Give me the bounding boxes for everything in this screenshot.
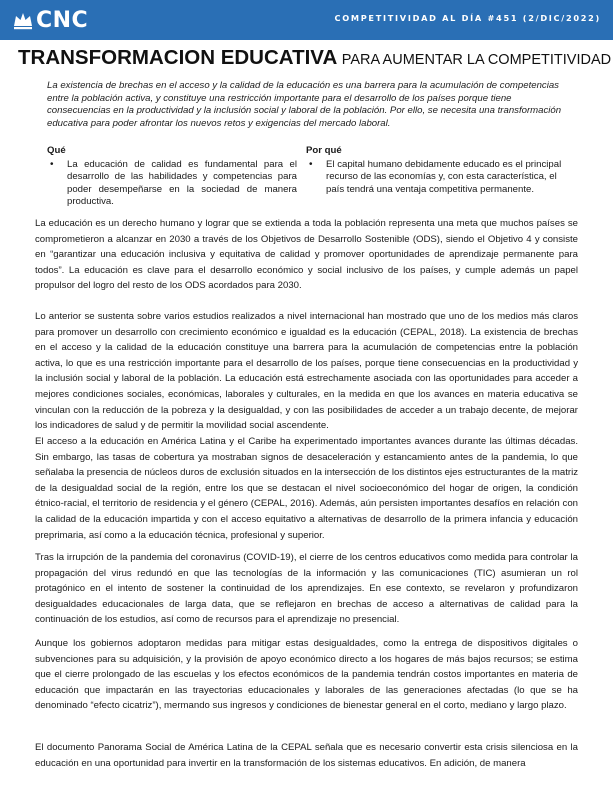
por-que-heading: Por qué: [306, 145, 342, 156]
page-title: [18, 46, 612, 70]
body-paragraph: El documento Panorama Social de América Latina de la CEPAL señala que es necesario convertir esta crisis silenciosa en la educación en una oportunidad para invertir en la transformación de los sistemas educativos. En adición, de manera: [35, 742, 578, 769]
que-heading: Qué: [47, 145, 66, 156]
body-paragraph: El acceso a la educación en América Latina y el Caribe ha experimentado importantes avances durante las últimas décadas. Sin embargo, las tasas de cobertura ya mostraban signos de desaceleración y estancamiento antes de la pandemia, lo que señalaba la presencia de núcleos duros de exclusión situados en la intersección de los distintos ejes estructurantes de la matriz de la desigualdad social de la región, entre los que se destacan el nivel socioeconómico del hogar de origen, la condición étnico-racial, el territorio de residencia y el género (CEPAL, 2016). Además, aún persisten importantes desafíos en relación con la calidad de la educación impartida y con el acceso equitativo a alternativas de desarrollo de la primera infancia y educación preprimaria, así como a la educación técnica, profesional y superior.: [35, 436, 578, 541]
crown-icon: [12, 9, 34, 31]
bullet-icon: •: [50, 158, 54, 170]
que-bullet: [47, 159, 297, 209]
por-que-section: [306, 145, 568, 196]
bullet-icon: •: [309, 158, 313, 170]
por-que-bullet: [306, 159, 568, 197]
logo-text: CNC: [36, 7, 89, 33]
body-paragraph: La educación es un derecho humano y lograr que se extienda a toda la población representa una meta que muchos países se comprometieron a alcanzar en 2030 a través de los Objetivos de Desarrollo Sostenible (ODS), siendo el Objetivo 4 y consiste en “garantizar una educación inclusiva y equitativa de calidad y promover oportunidades de aprendizaje permanente para todos”. La educación es clave para el desarrollo económico y social inclusivo de los países, y cumple además un papel propulsor del logro del resto de los ODS acordados para 2030.: [35, 218, 578, 292]
title-main: TRANSFORMACION EDUCATIVA: [18, 46, 338, 69]
title-sub: PARA AUMENTAR LA COMPETITIVIDAD: [341, 52, 612, 68]
intro-paragraph: La existencia de brechas en el acceso y la calidad de la educación es una barrera para la acumulación de competencias entre la población activa, y constituye una restricción importante para el desarrollo de los países porque tiene consecuencias en la productividad y la inclusión social y laboral de la población. Por ello, se necesita una transformación educativa para poder afrontar los nuevos retos y exigencias del mercado laboral.: [47, 80, 562, 130]
que-section: [47, 145, 297, 209]
body-paragraph: Aunque los gobiernos adoptaron medidas para mitigar estas desigualdades, como la entrega de dispositivos digitales o subvenciones para su adquisición, y la provisión de apoyo económico directo a los hogares de más bajos recursos; se estima que el cierre prolongado de las escuelas y los efectos económicos de la pandemia tendrán costos importantes en materia de educación que impactarán en las trayectorias educacionales y laborales de las generaciones afectadas (lo que se ha denominado “efecto cicatriz”), mermando sus ingresos y condiciones de bienestar general en el corto, mediano y largo plazo.: [35, 638, 578, 712]
que-bullet-text: La educación de calidad es fundamental para el desarrollo de las habilidades y competencias para poder desempeñarse en la sociedad de manera productiva.: [67, 158, 297, 208]
issue-label: COMPETITIVIDAD AL DÍA #451 (2/DIC/2022): [334, 13, 601, 23]
body-paragraph: Tras la irrupción de la pandemia del coronavirus (COVID-19), el cierre de los centros educativos como medida para controlar la propagación del virus redundó en que las tecnologías de la información y las comunicaciones (TIC) asumieran un rol protagónico en el intento de sostener la continuidad de los aprendizajes. En ese contexto, se revelaron y profundizaron desigualdades educacionales de larga data, que se reflejaron en brechas de acceso a alternativas de calidad para la continuación de los estudios, así como de recursos para el aprendizaje no presencial.: [35, 552, 578, 626]
cnc-logo: [12, 4, 88, 36]
body-paragraph: Lo anterior se sustenta sobre varios estudios realizados a nivel internacional han mostrado que uno de los medios más claros para promover un desarrollo con crecimiento económico e igualdad es la educación (CEPAL, 2018). La existencia de brechas en el acceso y la calidad de la educación constituye una barrera para la acumulación de competencias entre la población activa, lo que es una restricción importante para el desarrollo de los países, porque tiene consecuencias en la productividad y la inclusión social y laboral de la población. La educación está estrechamente asociada con las oportunidades para acceder a mejores condiciones sociales, económicas, laborales y culturales, en la medida en que los avances en materia educativa se vinculan con la reducción de la pobreza y la desigualdad, y con las posibilidades de acceder a un trabajo decente, de mejorar los indicadores de salud y de permitir la movilidad social ascendente.: [35, 311, 578, 432]
header-bar: [0, 0, 613, 40]
por-que-bullet-text: El capital humano debidamente educado es el principal recurso de las economías y, con esta característica, el país tendrá una ventaja competitiva permanente.: [326, 158, 562, 195]
